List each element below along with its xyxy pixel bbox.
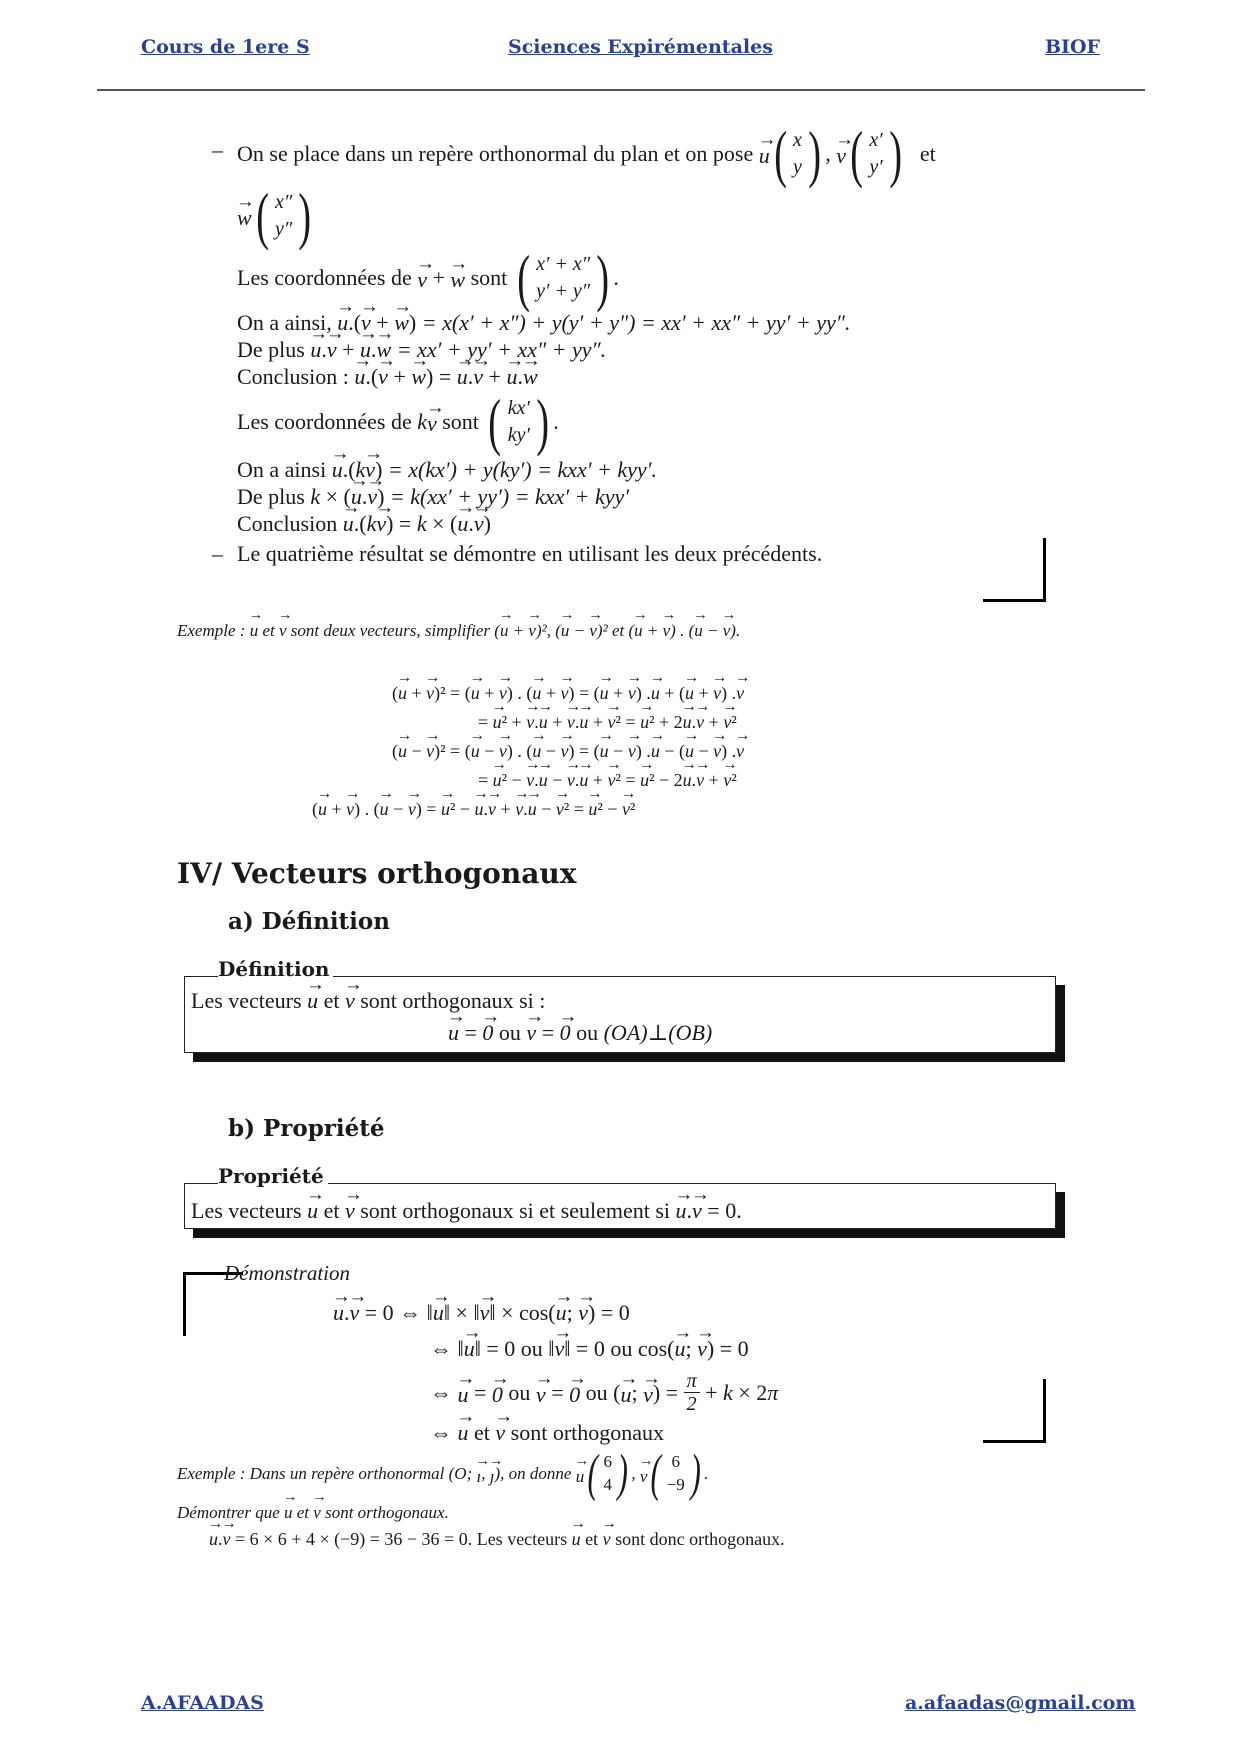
definition-line-2: → u = → 0 ou → v = → 0 ou (OA)⊥(OB) (448, 1018, 712, 1047)
demo-line-3: ⇔ → u = → 0 ou → v = → 0 ou ( → u ; → v ) = π 2 + k × 2 π (430, 1370, 778, 1415)
sont-word: sont (470, 265, 508, 291)
line-k1: On a ainsi → u.(k→ v) = x(kx′) + y(ky′) = kxx′ + kyy′. (237, 455, 657, 484)
example-2-line-1: Exemple : Dans un repère orthonormal (O; → ı , → ȷ ) , on donne → u ( 6 4 ) , → v ( 6 −9 ) . (177, 1448, 708, 1500)
line-conclusion-2: Conclusion → u.(k→ v) = k × (→ u.→ v) (237, 509, 491, 538)
bullet-dash-2: – (212, 541, 223, 566)
demo-line-4: ⇔ → u et → v sont orthogonaux (430, 1418, 664, 1447)
line-k2: De plus k × (→ u.→ v) = k(xx′ + yy′) = kxx′ + kyy′ (237, 482, 629, 511)
example-2-calc: → u.→ v = 6 × 6 + 4 × (−9) = 36 − 36 = 0. Les vecteurs → u et → v sont donc orthogonaux. (209, 1526, 785, 1550)
coord-v: ( x′ y′ ) (850, 118, 902, 189)
property-line: Les vecteurs → u et → v sont orthogonaux si et seulement si → u.→ v = 0. (191, 1196, 742, 1225)
demo-title: Démonstration (224, 1261, 350, 1285)
property-box-title: Propriété (218, 1164, 328, 1188)
line-quatrieme: Le quatrième résultat se démontre en utilisant les deux précédents. (237, 541, 823, 566)
coord-sum: ( x′ + x″ y′ + y″ ) (517, 242, 610, 313)
vec-w: → w (237, 203, 252, 229)
demo-start-vertical (183, 1272, 186, 1336)
bullet-dash-1: – (212, 137, 223, 162)
header-left[interactable]: Cours de 1ere S (141, 36, 310, 58)
et-word: et (919, 141, 936, 167)
definition-box-title: Définition (218, 957, 333, 981)
proof-end-vertical (1043, 538, 1046, 602)
demo-end-vertical (1043, 1379, 1046, 1443)
subsection-a-title: a) Définition (228, 908, 390, 935)
demo-end-horizontal (983, 1440, 1046, 1443)
expand-1: (→ u + → v)² = (→ u + → v) . (→ u + → v) = (→ u + → v) .→ u + (→ u + → v) .→ v (392, 680, 744, 704)
example-2-v-coords: ( 6 −9 ) (650, 1445, 701, 1502)
header-rule (97, 89, 1145, 91)
expand-3: (→ u − → v)² = (→ u − → v) . (→ u − → v) = (→ u − → v) .→ u − (→ u − → v) .→ v (392, 738, 744, 762)
footer-left[interactable]: A.AFAADAS (141, 1692, 264, 1714)
subsection-b-title: b) Propriété (228, 1115, 385, 1142)
section-4-title: IV/ Vecteurs orthogonaux (177, 857, 577, 890)
vec-v: → v (836, 141, 846, 167)
vec-u: → u (759, 141, 770, 167)
expand-2: = → u² + → v.→ u + → v.→ u + → v² = → u² + 2→ u.→ v + → v² (478, 709, 737, 733)
coords-sum-line: Les coordonnées de → v + → w sont ( x′ + x″ y′ + y″ ) . (237, 246, 619, 310)
example-2-u-coords: ( 6 4 ) (587, 1445, 628, 1502)
example-1-line: Exemple : → u et → v sont deux vecteurs, simplifier (→ u + → v)², (→ u − → v)² et (→ u + → v) . (→ u − → v). (177, 618, 740, 641)
repere-line: On se place dans un repère orthonormal du plan et on pose → u ( x y ) , → v ( x′ y′ ) et (237, 122, 936, 186)
expand-4: = → u² − → v.→ u − → v.→ u + → v² = → u² − 2→ u.→ v + → v² (478, 767, 737, 791)
line-conclusion-1: Conclusion : → u.(→ v + → w) = → u.→ v + → u.→ w (237, 362, 538, 391)
definition-line-1: Les vecteurs → u et → v sont orthogonaux si : (191, 986, 545, 1015)
example-2-line-2: Démontrer que → u et → v sont orthogonaux. (177, 1500, 449, 1523)
demo-line-1: → u.→ v = 0 ⇔ ‖→ u‖ × ‖→ v‖ × cos(→ u; → v) = 0 (333, 1298, 630, 1327)
line-deplus: De plus → u.→ v + → u.→ w = xx′ + yy′ + xx″ + yy″. (237, 335, 606, 364)
header-center[interactable]: Sciences Expirémentales (508, 36, 773, 58)
coords-k-line: Les coordonnées de k → v sont ( kx′ ky′ ) . (237, 390, 559, 454)
proof-end-horizontal (983, 599, 1046, 602)
line-distrib: On a ainsi, → u.(→ v + → w) = x(x′ + x″) + y(y′ + y″) = xx′ + xx″ + yy′ + yy″. (237, 308, 850, 337)
demo-line-2: ⇔ ‖→ u‖ = 0 ou ‖→ v‖ = 0 ou cos(→ u; → v) = 0 (430, 1334, 749, 1363)
expand-5: (→ u + → v) . (→ u − → v) = → u² − → u.→ v + → v.→ u − → v² = → u² − → v² (312, 796, 635, 820)
coord-kv: ( kx′ ky′ ) (488, 386, 549, 457)
coord-w: ( x″ y″ ) (255, 180, 312, 251)
header-right[interactable]: BIOF (1045, 36, 1100, 58)
coords-sum-prefix: Les coordonnées de (237, 265, 412, 291)
w-coord-line (237, 180, 316, 251)
coord-u: ( x y ) (773, 118, 821, 189)
footer-right[interactable]: a.afaadas@gmail.com (905, 1692, 1136, 1714)
repere-text: On se place dans un repère orthonormal du plan et on pose (237, 141, 754, 167)
